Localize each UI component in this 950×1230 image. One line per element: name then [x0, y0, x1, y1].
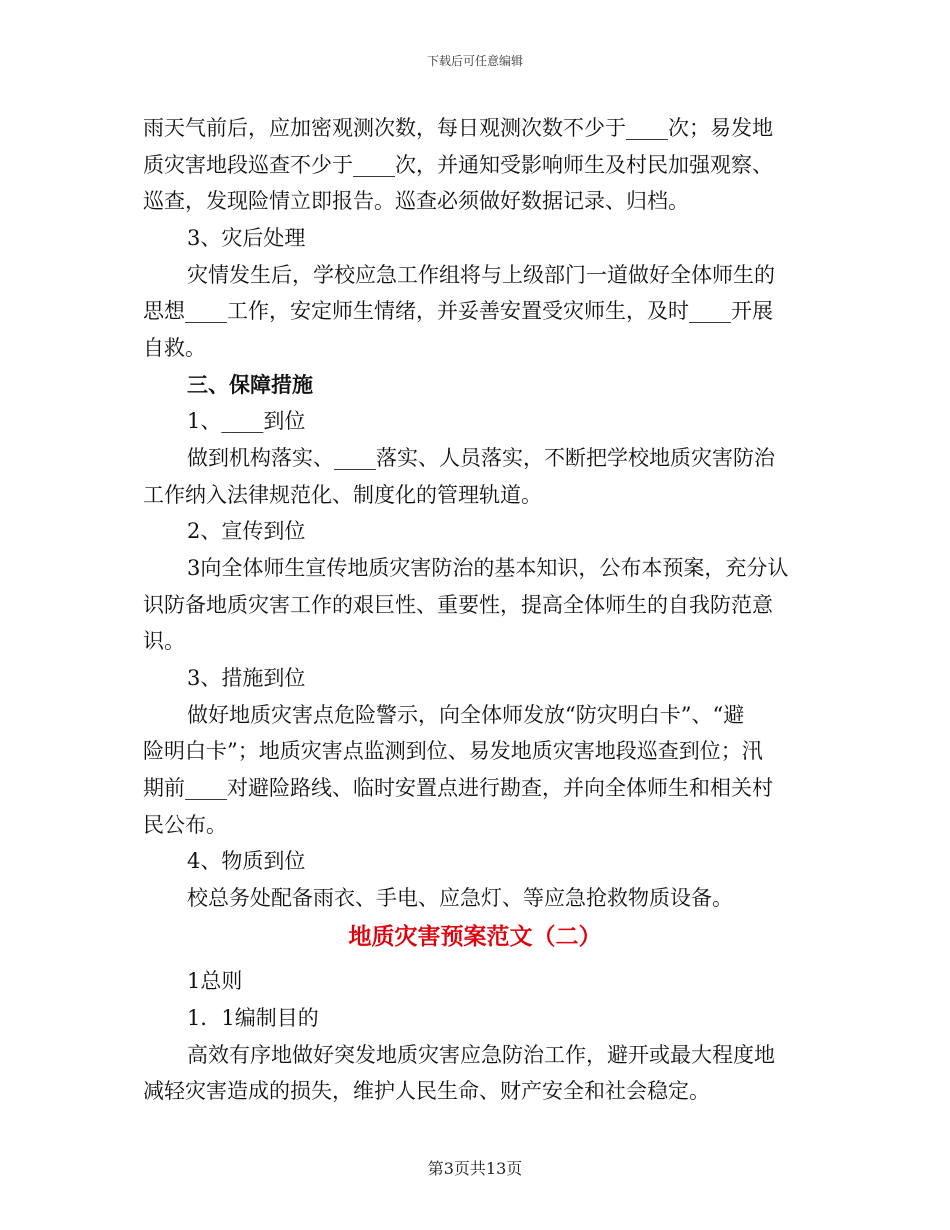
- section-heading: 1总则: [187, 969, 243, 993]
- body-line: 识。: [143, 629, 185, 653]
- section-heading: 3、措施到位: [187, 666, 306, 690]
- body-line: 思想____工作，安定师生情绪，并妥善安置受灾师生，及时____开展: [143, 299, 773, 323]
- body-line: 校总务处配备雨衣、手电、应急灯、等应急抢救物质设备。: [187, 886, 733, 910]
- body-line: 做到机构落实、____落实、人员落实，不断把学校地质灾害防治: [187, 446, 775, 470]
- body-line: 高效有序地做好突发地质灾害应急防治工作，避开或最大程度地: [187, 1043, 775, 1067]
- body-line: 险明白卡”；地质灾害点监测到位、易发地质灾害地段巡查到位；汛: [143, 739, 763, 763]
- body-line: 做好地质灾害点危险警示，向全体师发放“防灾明白卡”、“避: [187, 703, 745, 727]
- section-heading: 1．1编制目的: [187, 1006, 319, 1030]
- body-line: 期前____对避险路线、临时安置点进行勘查，并向全体师生和相关村: [143, 776, 773, 800]
- body-line: 减轻灾害造成的损失，维护人民生命、财产安全和社会稳定。: [143, 1079, 710, 1103]
- body-line: 灾情发生后，学校应急工作组将与上级部门一道做好全体师生的: [187, 263, 775, 287]
- body-line: 3向全体师生宣传地质灾害防治的基本知识，公布本预案，充分认: [187, 556, 789, 580]
- body-line: 自救。: [143, 336, 206, 360]
- section-heading: 3、灾后处理: [187, 226, 306, 250]
- body-line: 质灾害地段巡查不少于____次，并通知受影响师生及村民加强观察、: [143, 153, 773, 177]
- section-heading: 三、保障措施: [187, 372, 313, 397]
- section-heading: 1、____到位: [187, 409, 306, 433]
- body-line: 工作纳入法律规范化、制度化的管理轨道。: [143, 483, 542, 507]
- page-header: 下载后可任意编辑: [426, 54, 523, 68]
- body-line: 巡查，发现险情立即报告。巡查必须做好数据记录、归档。: [143, 189, 689, 213]
- body-line: 雨天气前后，应加密观测次数，每日观测次数不少于____次；易发地: [143, 116, 773, 140]
- section-heading: 4、物质到位: [187, 849, 306, 873]
- page-footer: 第3页共13页: [427, 1159, 523, 1178]
- body-line: 民公布。: [143, 813, 227, 837]
- document-title: 地质灾害预案范文（二）: [348, 923, 602, 950]
- body-line: 识防备地质灾害工作的艰巨性、重要性，提高全体师生的自我防范意: [143, 593, 773, 617]
- section-heading: 2、宣传到位: [187, 519, 306, 543]
